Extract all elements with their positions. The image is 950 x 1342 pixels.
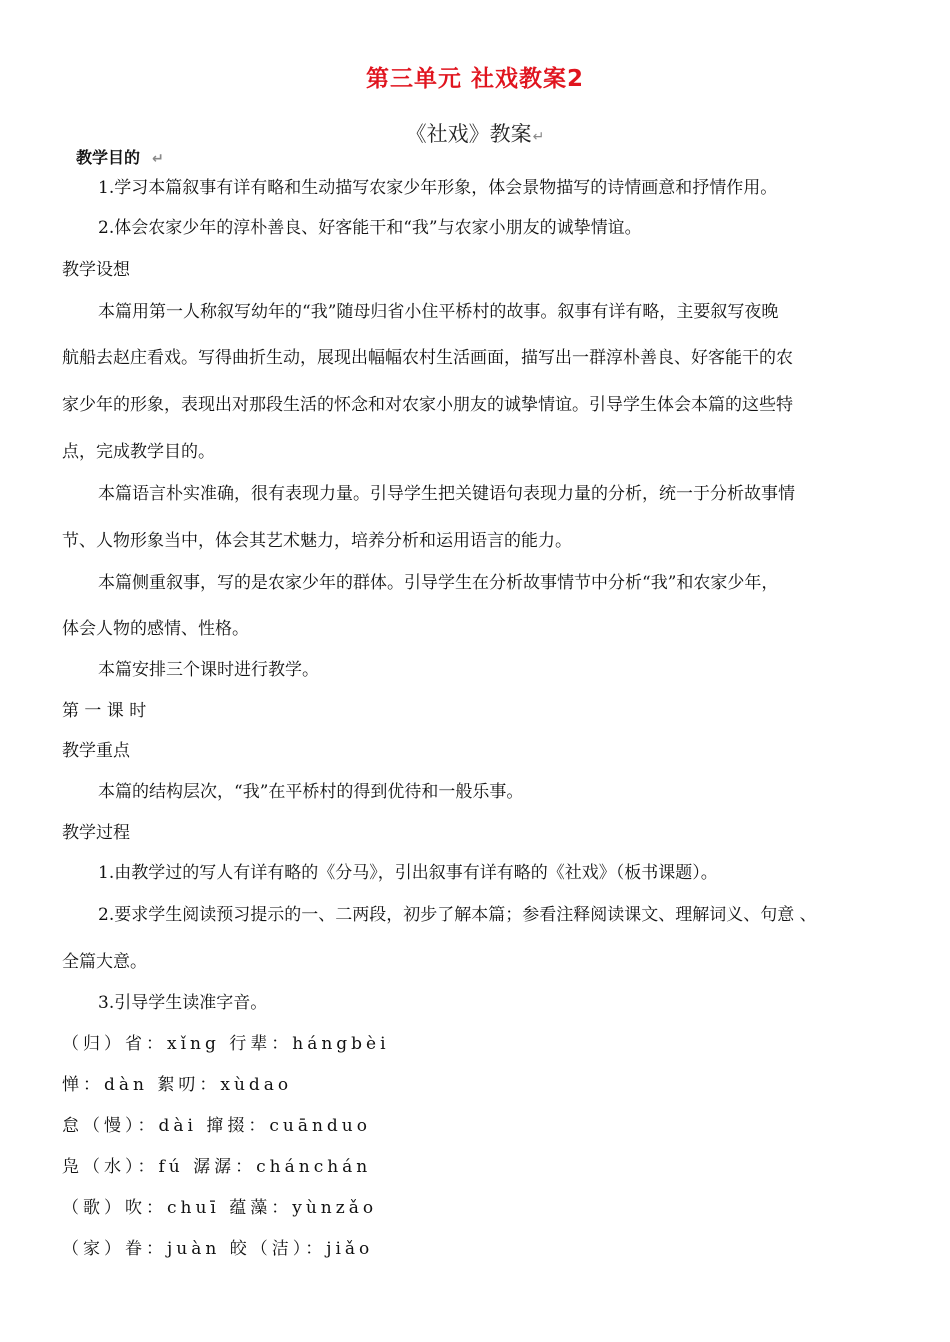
document-subtitle	[0, 118, 950, 148]
document-title: 第三单元 社戏教案2	[365, 66, 584, 92]
goal-item-2: 2.体会农家少年的淳朴善良、好客能干和“我”与农家小朋友的诚挚情谊。	[98, 218, 642, 238]
pronunciation-line-5: （歌）吹：chuī 蕴藻：yùnzǎo	[62, 1198, 378, 1218]
lesson1-heading: 第 一 课 时	[62, 701, 147, 721]
process-heading: 教学过程	[62, 823, 130, 843]
return-mark-icon: ↵	[532, 129, 545, 145]
design-p2-line-1: 本篇语言朴实准确，很有表现力量。引导学生把关键语句表现力量的分析，统一于分析故事情	[98, 484, 795, 504]
pronunciation-line-4: 凫（水）：fú 潺潺：chánchán	[62, 1157, 372, 1177]
goals-heading-text: 教学目的	[76, 148, 141, 167]
design-p4: 本篇安排三个课时进行教学。	[98, 660, 319, 680]
focus-text: 本篇的结构层次，“我”在平桥村的得到优待和一般乐事。	[98, 782, 524, 802]
process-step-2-line-2: 全篇大意。	[62, 952, 147, 972]
design-p1-line-1: 本篇用第一人称叙写幼年的“我”随母归省小住平桥村的故事。叙事有详有略，主要叙写夜晚	[98, 302, 779, 322]
pronunciation-line-1: （归）省：xǐng 行辈：hángbèi	[62, 1034, 390, 1054]
pronunciation-line-3: 怠（慢）：dài 撺掇：cuānduo	[62, 1116, 371, 1136]
goal-item-1: 1.学习本篇叙事有详有略和生动描写农家少年形象，体会景物描写的诗情画意和抒情作用。	[98, 178, 778, 198]
design-heading: 教学设想	[62, 260, 130, 280]
process-step-1: 1.由教学过的写人有详有略的《分马》，引出叙事有详有略的《社戏》（板书课题）。	[98, 863, 718, 883]
design-p1-line-3: 家少年的形象，表现出对那段生活的怀念和对农家小朋友的诚挚情谊。引导学生体会本篇的这些特	[62, 395, 793, 415]
process-step-3: 3.引导学生读准字音。	[98, 993, 268, 1013]
subtitle-text: 《社戏》教案	[405, 122, 532, 146]
pronunciation-line-6: （家）眷：juàn 皎（洁）：jiǎo	[62, 1239, 374, 1259]
return-mark-icon: ↵	[152, 151, 164, 167]
focus-heading: 教学重点	[62, 741, 130, 761]
design-p3-line-1: 本篇侧重叙事，写的是农家少年的群体。引导学生在分析故事情节中分析“我”和农家少年，	[98, 573, 779, 593]
design-p2-line-2: 节、人物形象当中，体会其艺术魅力，培养分析和运用语言的能力。	[62, 531, 572, 551]
process-step-2-line-1: 2.要求学生阅读预习提示的一、二两段，初步了解本篇；参看注释阅读课文、理解词义、句意 、	[98, 905, 817, 925]
pronunciation-line-2: 惮：dàn 絮叨：xùdao	[62, 1075, 293, 1095]
goals-heading	[76, 146, 164, 171]
design-p3-line-2: 体会人物的感情、性格。	[62, 619, 249, 639]
design-p1-line-2: 航船去赵庄看戏。写得曲折生动，展现出幅幅农村生活画面，描写出一群淳朴善良、好客能干的农	[62, 348, 793, 368]
design-p1-line-4: 点，完成教学目的。	[62, 442, 215, 462]
